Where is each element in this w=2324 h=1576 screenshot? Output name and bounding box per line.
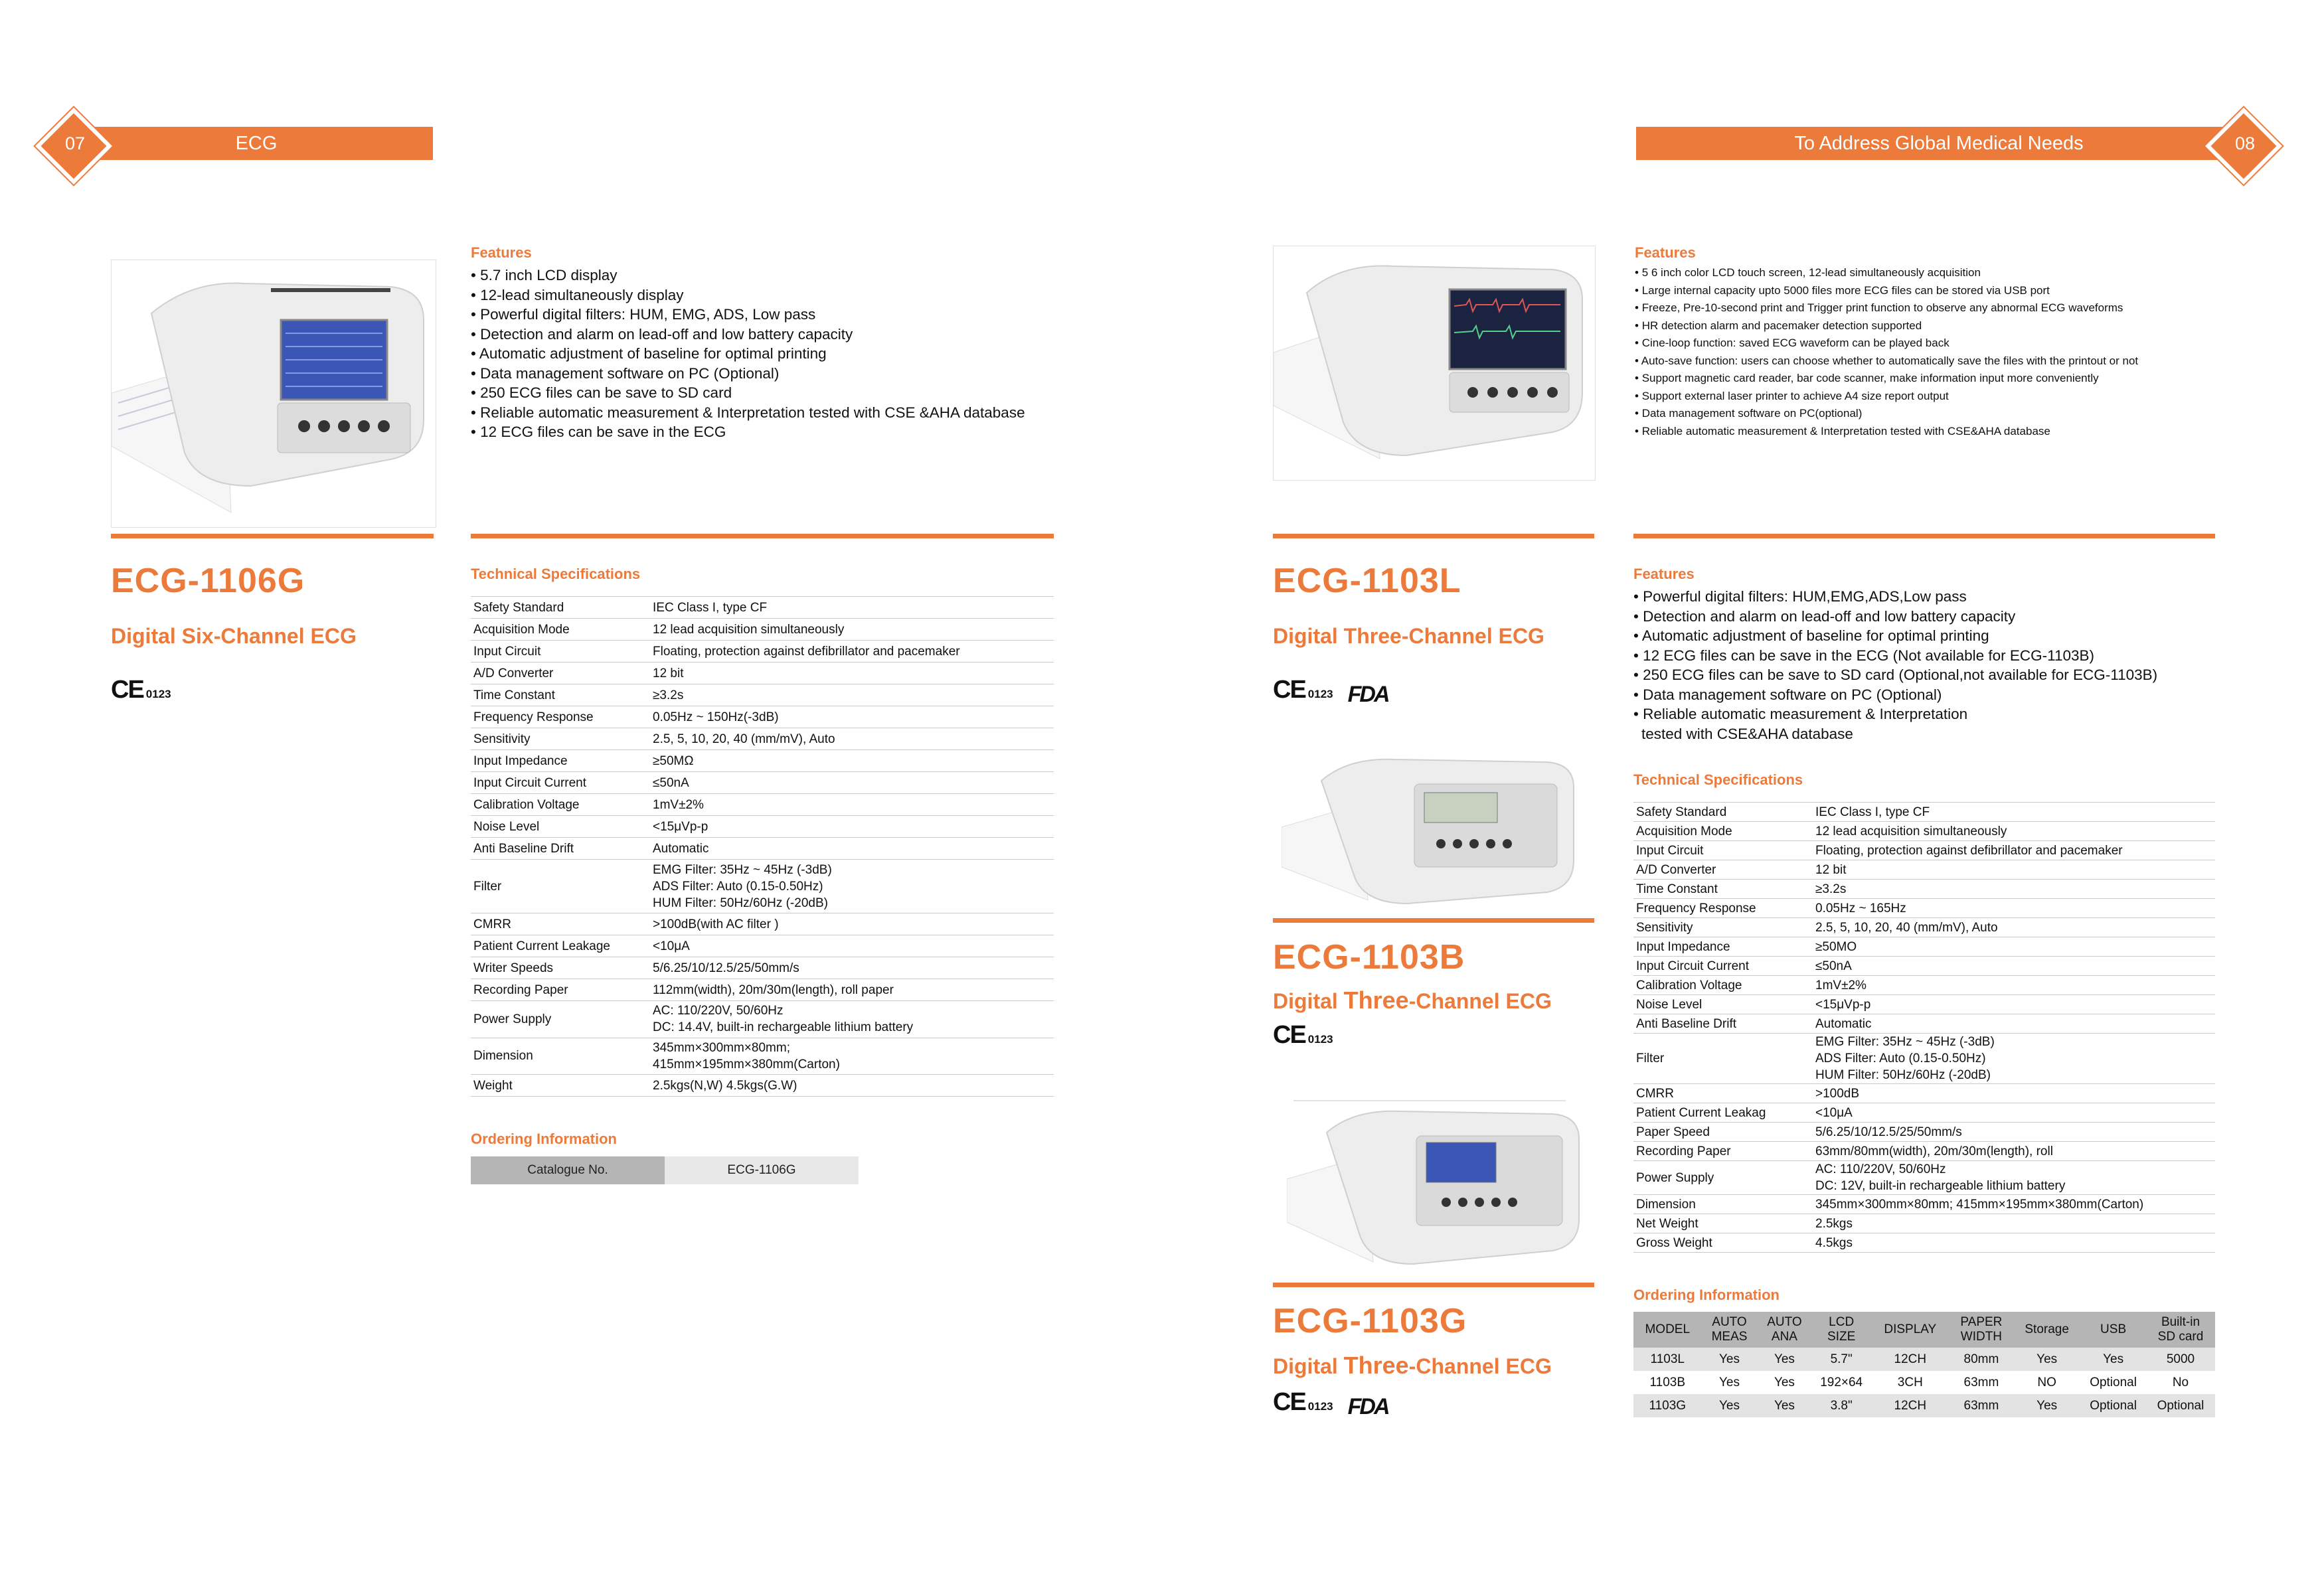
spec-label: Sensitivity [471, 728, 650, 750]
table-row [1633, 1394, 2215, 1417]
list-item: • 250 ECG files can be save to SD card (Optional,not available for ECG-1103B) [1633, 665, 2157, 685]
list-item: • Auto-save function: users can choose whether to automatically save the files with the printout or not [1635, 353, 2138, 370]
spec-label: Patient Current Leakag [1633, 1103, 1813, 1123]
list-item: • HR detection alarm and pacemaker detection supported [1635, 317, 2138, 335]
ce-mark-icon: CE 0123 [1273, 1388, 1333, 1416]
table-cell: Yes [2080, 1348, 2146, 1371]
table-row [1633, 918, 2215, 937]
table-cell: 192×64 [1811, 1371, 1870, 1394]
spec-label: Noise Level [471, 816, 650, 838]
spec-value: 12 bit [650, 663, 1054, 684]
table-cell: 1103L [1633, 1348, 1702, 1371]
spec-label: Input Circuit Current [471, 772, 650, 794]
list-item: • 5.7 inch LCD display [471, 266, 1025, 285]
spec-label: Power Supply [1633, 1161, 1813, 1195]
spec-value: 0.05Hz ~ 165Hz [1813, 899, 2215, 918]
ecg-device-illustration [1274, 246, 1595, 480]
table-cell: 5000 [2146, 1348, 2215, 1371]
ecg-1103l-photo [1273, 246, 1596, 481]
spec-value: Floating, protection against defibrillator and pacemaker [1813, 841, 2215, 860]
table-cell: 12CH [1871, 1394, 1950, 1417]
spec-label: Calibration Voltage [1633, 976, 1813, 995]
table-row [1633, 1195, 2215, 1214]
ecg-1106g-photo [111, 260, 436, 528]
list-item: • Detection and alarm on lead-off and low battery capacity [1633, 607, 2157, 627]
ecg-1103b-cert [1273, 1021, 1333, 1051]
table-row [471, 838, 1054, 860]
spec-value: 2.5, 5, 10, 20, 40 (mm/mV), Auto [1813, 918, 2215, 937]
table-cell: Optional [2146, 1394, 2215, 1417]
list-item: • Powerful digital filters: HUM, EMG, ADS, Low pass [471, 305, 1025, 325]
table-cell: 63mm [1950, 1394, 2013, 1417]
spec-value: AC: 110/220V, 50/60Hz DC: 14.4V, built-in rechargeable lithium battery [650, 1001, 1054, 1038]
spec-label: Patient Current Leakage [471, 935, 650, 957]
ecg-1103b-photo [1282, 754, 1587, 911]
table-row [471, 913, 1054, 935]
table-row [1633, 957, 2215, 976]
spec-value: 0.05Hz ~ 150Hz(-3dB) [650, 706, 1054, 728]
table-row [1633, 860, 2215, 880]
table-row [1633, 1161, 2215, 1195]
table-row [471, 1075, 1054, 1097]
ecg-1103g-photo [1287, 1099, 1588, 1273]
table-row [1633, 976, 2215, 995]
ordering-value: ECG-1106G [665, 1156, 859, 1184]
spec-label: Safety Standard [1633, 803, 1813, 822]
table-row [471, 597, 1054, 619]
table-cell: Yes [1757, 1371, 1811, 1394]
ecg-1103-ordering-title: Ordering Information [1633, 1287, 1780, 1303]
spec-value: IEC Class I, type CF [650, 597, 1054, 619]
list-item: • Reliable automatic measurement & Interpretation tested with CSE&AHA database [1635, 423, 2138, 441]
table-row [1633, 899, 2215, 918]
ecg-1103g-rule [1273, 1283, 1594, 1287]
column-header: PAPER WIDTH [1950, 1312, 2013, 1348]
table-cell: Yes [2013, 1348, 2080, 1371]
spec-label: Filter [471, 860, 650, 913]
spec-label: Safety Standard [471, 597, 650, 619]
table-row [1633, 803, 2215, 822]
ce-mark-icon: CE 0123 [1273, 1021, 1333, 1049]
spec-label: Input Circuit Current [1633, 957, 1813, 976]
spec-value: EMG Filter: 35Hz ~ 45Hz (-3dB) ADS Filter: Auto (0.15-0.50Hz) HUM Filter: 50Hz/60Hz (-20dB) [1813, 1034, 2215, 1084]
ecg-1106g-features-title: Features [471, 244, 532, 261]
ecg-1106g-rule-left [111, 534, 434, 538]
spec-value: 63mm/80mm(width), 20m/30m(length), roll [1813, 1142, 2215, 1161]
spec-value: 5/6.25/10/12.5/25/50mm/s [650, 957, 1054, 979]
table-cell: Yes [2013, 1394, 2080, 1417]
table-row [1633, 841, 2215, 860]
spec-label: Noise Level [1633, 995, 1813, 1014]
spec-label: Recording Paper [471, 979, 650, 1001]
table-cell: NO [2013, 1371, 2080, 1394]
ecg-1106g-rule-right [471, 534, 1054, 538]
spec-label: A/D Converter [471, 663, 650, 684]
spec-label: CMRR [1633, 1084, 1813, 1103]
ecg-1103l-subtitle: Digital Three-Channel ECG [1273, 624, 1544, 648]
list-item: • Support external laser printer to achieve A4 size report output [1635, 388, 2138, 406]
ecg-1103-spec-table [1633, 802, 2215, 1253]
table-row [1633, 1034, 2215, 1084]
ecg-1103-features-title: Features [1633, 566, 1695, 582]
list-item: • Automatic adjustment of baseline for optimal printing [471, 344, 1025, 364]
spec-value: ≥3.2s [1813, 880, 2215, 899]
table-row [1633, 1371, 2215, 1394]
list-item: • 12-lead simultaneously display [471, 285, 1025, 305]
column-header: Built-in SD card [2146, 1312, 2215, 1348]
table-cell: Yes [1702, 1394, 1758, 1417]
spec-value: <10μA [650, 935, 1054, 957]
list-item: • Support magnetic card reader, bar code scanner, make information input more conveniently [1635, 370, 2138, 388]
spec-value: 4.5kgs [1813, 1233, 2215, 1253]
spec-value: 345mm×300mm×80mm; 415mm×195mm×380mm(Carton) [650, 1038, 1054, 1074]
ecg-1103g-subtitle: Digital Three-Channel ECG [1273, 1352, 1552, 1379]
spec-label: Dimension [1633, 1195, 1813, 1214]
list-item: • Large internal capacity upto 5000 files more ECG files can be stored via USB port [1635, 282, 2138, 300]
spec-label: CMRR [471, 913, 650, 935]
table-cell: 12CH [1871, 1348, 1950, 1371]
list-item: • Freeze, Pre-10-second print and Trigger print function to observe any abnormal ECG waveforms [1635, 299, 2138, 317]
ecg-device-illustration [1282, 754, 1587, 911]
spec-value: 345mm×300mm×80mm; 415mm×195mm×380mm(Carton) [1813, 1195, 2215, 1214]
spec-value: ≥50MΩ [650, 750, 1054, 772]
left-page-number: 07 [64, 133, 86, 153]
ecg-1103g-model: ECG-1103G [1273, 1302, 1467, 1340]
spec-label: Paper Speed [1633, 1123, 1813, 1142]
ecg-1103g-cert [1273, 1388, 1388, 1419]
ecg-1103-spec-title: Technical Specifications [1633, 771, 1803, 788]
spec-label: Frequency Response [1633, 899, 1813, 918]
ecg-1106g-subtitle: Digital Six-Channel ECG [111, 624, 357, 648]
list-item: • Cine-loop function: saved ECG waveform can be played back [1635, 335, 2138, 353]
table-header-row [1633, 1312, 2215, 1348]
table-row [1633, 1123, 2215, 1142]
list-item: • Detection and alarm on lead-off and low battery capacity [471, 325, 1025, 345]
spec-value: <15μVp-p [1813, 995, 2215, 1014]
spec-label: Weight [471, 1075, 650, 1097]
column-header: USB [2080, 1312, 2146, 1348]
ordering-label: Catalogue No. [471, 1156, 665, 1184]
spec-value: 5/6.25/10/12.5/25/50mm/s [1813, 1123, 2215, 1142]
spec-label: Recording Paper [1633, 1142, 1813, 1161]
spec-label: Input Circuit [1633, 841, 1813, 860]
spec-value: EMG Filter: 35Hz ~ 45Hz (-3dB) ADS Filter: Auto (0.15-0.50Hz) HUM Filter: 50Hz/60Hz (-20dB) [650, 860, 1054, 913]
list-item: • 12 ECG files can be save in the ECG [471, 422, 1025, 442]
spec-label: A/D Converter [1633, 860, 1813, 880]
spec-value: 2.5kgs [1813, 1214, 2215, 1233]
table-row [471, 979, 1054, 1001]
ecg-device-illustration [112, 260, 436, 527]
spec-value: 12 lead acquisition simultaneously [650, 619, 1054, 641]
spec-label: Gross Weight [1633, 1233, 1813, 1253]
spec-value: ≥50MO [1813, 937, 2215, 957]
spec-label: Anti Baseline Drift [471, 838, 650, 860]
table-row [1633, 822, 2215, 841]
table-row [1633, 1233, 2215, 1253]
ecg-1103l-cert [1273, 678, 1388, 706]
ecg-1103-top-features [1635, 264, 2138, 440]
table-row [1633, 880, 2215, 899]
table-row [471, 706, 1054, 728]
ce-mark-icon: CE 0123 [1273, 676, 1333, 704]
table-row [471, 860, 1054, 913]
spec-value: Automatic [650, 838, 1054, 860]
spec-value: Automatic [1813, 1014, 2215, 1034]
spec-label: Input Impedance [471, 750, 650, 772]
spec-label: Acquisition Mode [471, 619, 650, 641]
ecg-1103l-rule-left [1273, 534, 1594, 538]
table-row [471, 1156, 859, 1184]
table-cell: 3CH [1871, 1371, 1950, 1394]
table-cell: Yes [1702, 1348, 1758, 1371]
table-row [1633, 1214, 2215, 1233]
right-header-band [1636, 127, 2242, 160]
fda-logo-icon: FDA [1347, 682, 1388, 707]
spec-label: Frequency Response [471, 706, 650, 728]
spec-value: 12 lead acquisition simultaneously [1813, 822, 2215, 841]
list-item: tested with CSE&AHA database [1641, 725, 1853, 742]
list-item: • Data management software on PC(optional) [1635, 405, 2138, 423]
column-header: Storage [2013, 1312, 2080, 1348]
table-cell: 1103G [1633, 1394, 1702, 1417]
list-item: • Data management software on PC (Optional) [471, 364, 1025, 384]
table-cell: Optional [2080, 1394, 2146, 1417]
spec-label: Input Circuit [471, 641, 650, 663]
spec-label: Net Weight [1633, 1214, 1813, 1233]
spec-label: Power Supply [471, 1001, 650, 1038]
ecg-1106g-model: ECG-1106G [111, 562, 305, 600]
table-cell: 1103B [1633, 1371, 1702, 1394]
ecg-1103b-model: ECG-1103B [1273, 938, 1465, 977]
table-row [471, 1001, 1054, 1038]
column-header: LCD SIZE [1811, 1312, 1870, 1348]
ecg-1106g-features [471, 266, 1025, 442]
table-cell: Yes [1757, 1394, 1811, 1417]
table-cell: No [2146, 1371, 2215, 1394]
ecg-1106g-spec-title: Technical Specifications [471, 566, 641, 582]
table-cell: 80mm [1950, 1348, 2013, 1371]
table-row [471, 794, 1054, 816]
fda-logo-icon: FDA [1347, 1394, 1388, 1419]
table-row [471, 957, 1054, 979]
table-cell: 63mm [1950, 1371, 2013, 1394]
spec-label: Writer Speeds [471, 957, 650, 979]
spec-value: AC: 110/220V, 50/60Hz DC: 12V, built-in rechargeable lithium battery [1813, 1161, 2215, 1195]
table-cell: Yes [1757, 1348, 1811, 1371]
spec-value: >100dB [1813, 1084, 2215, 1103]
ecg-1106g-cert [111, 678, 171, 706]
ecg-1103-rule-right [1633, 534, 2215, 538]
spec-value: ≥3.2s [650, 684, 1054, 706]
table-row [471, 728, 1054, 750]
spec-label: Filter [1633, 1034, 1813, 1084]
table-row [1633, 1348, 2215, 1371]
table-cell: Yes [1702, 1371, 1758, 1394]
spec-label: Acquisition Mode [1633, 822, 1813, 841]
ecg-1103b-subtitle: Digital Three-Channel ECG [1273, 986, 1552, 1014]
ce-mark-icon: CE 0123 [111, 676, 171, 704]
spec-value: 1mV±2% [1813, 976, 2215, 995]
ecg-1106g-ordering-title: Ordering Information [471, 1131, 617, 1147]
table-row [1633, 937, 2215, 957]
table-row [471, 684, 1054, 706]
left-header-title: ECG [235, 132, 278, 154]
table-cell: Optional [2080, 1371, 2146, 1394]
right-header-title: To Address Global Medical Needs [1794, 132, 2084, 154]
ecg-1106g-ordering-table [471, 1156, 859, 1184]
ecg-device-illustration [1287, 1099, 1588, 1273]
spec-value: 12 bit [1813, 860, 2215, 880]
list-item: • Data management software on PC (Optional) [1633, 685, 2157, 705]
column-header: DISPLAY [1871, 1312, 1950, 1348]
table-row [1633, 1084, 2215, 1103]
spec-value: 2.5kgs(N,W) 4.5kgs(G.W) [650, 1075, 1054, 1097]
spec-label: Sensitivity [1633, 918, 1813, 937]
spec-value: ≤50nA [1813, 957, 2215, 976]
spec-value: <10μA [1813, 1103, 2215, 1123]
spec-label: Anti Baseline Drift [1633, 1014, 1813, 1034]
ecg-1103b-rule [1273, 918, 1594, 923]
left-header-band [80, 127, 433, 160]
list-item: • Reliable automatic measurement & Interpretation [1633, 704, 2157, 724]
list-item: • Powerful digital filters: HUM,EMG,ADS,Low pass [1633, 587, 2157, 607]
table-row [1633, 1014, 2215, 1034]
table-row [471, 750, 1054, 772]
ecg-1103-top-features-title: Features [1635, 244, 1696, 261]
spec-value: 2.5, 5, 10, 20, 40 (mm/mV), Auto [650, 728, 1054, 750]
table-row [471, 1038, 1054, 1074]
list-item: • Reliable automatic measurement & Interpretation tested with CSE &AHA database [471, 403, 1025, 423]
spec-value: <15μVp-p [650, 816, 1054, 838]
spec-value: 1mV±2% [650, 794, 1054, 816]
right-page-number: 08 [2234, 133, 2256, 153]
spec-label: Input Impedance [1633, 937, 1813, 957]
table-row [471, 641, 1054, 663]
list-item: • 12 ECG files can be save in the ECG (Not available for ECG-1103B) [1633, 646, 2157, 666]
spec-value: IEC Class I, type CF [1813, 803, 2215, 822]
spec-label: Calibration Voltage [471, 794, 650, 816]
ecg-1106g-spec-table [471, 596, 1054, 1097]
table-row [471, 816, 1054, 838]
ecg-1103-ordering-table [1633, 1312, 2215, 1417]
list-item: • 5 6 inch color LCD touch screen, 12-lead simultaneously acquisition [1635, 264, 2138, 282]
spec-value: >100dB(with AC filter ) [650, 913, 1054, 935]
spec-value: 112mm(width), 20m/30m(length), roll paper [650, 979, 1054, 1001]
ecg-1103l-model: ECG-1103L [1273, 562, 1461, 600]
table-cell: 3.8" [1811, 1394, 1870, 1417]
table-row [471, 772, 1054, 794]
table-cell: 5.7" [1811, 1348, 1870, 1371]
ecg-1103-features [1633, 587, 2157, 744]
spec-value: ≤50nA [650, 772, 1054, 794]
spec-label: Time Constant [471, 684, 650, 706]
table-row [471, 619, 1054, 641]
column-header: AUTO ANA [1757, 1312, 1811, 1348]
table-row [471, 935, 1054, 957]
table-row [471, 663, 1054, 684]
column-header: MODEL [1633, 1312, 1702, 1348]
spec-label: Time Constant [1633, 880, 1813, 899]
list-item: • 250 ECG files can be save to SD card [471, 383, 1025, 403]
column-header: AUTO MEAS [1702, 1312, 1758, 1348]
spec-label: Dimension [471, 1038, 650, 1074]
list-item: • Automatic adjustment of baseline for optimal printing [1633, 626, 2157, 646]
table-row [1633, 1103, 2215, 1123]
table-row [1633, 995, 2215, 1014]
spec-value: Floating, protection against defibrillator and pacemaker [650, 641, 1054, 663]
table-row [1633, 1142, 2215, 1161]
